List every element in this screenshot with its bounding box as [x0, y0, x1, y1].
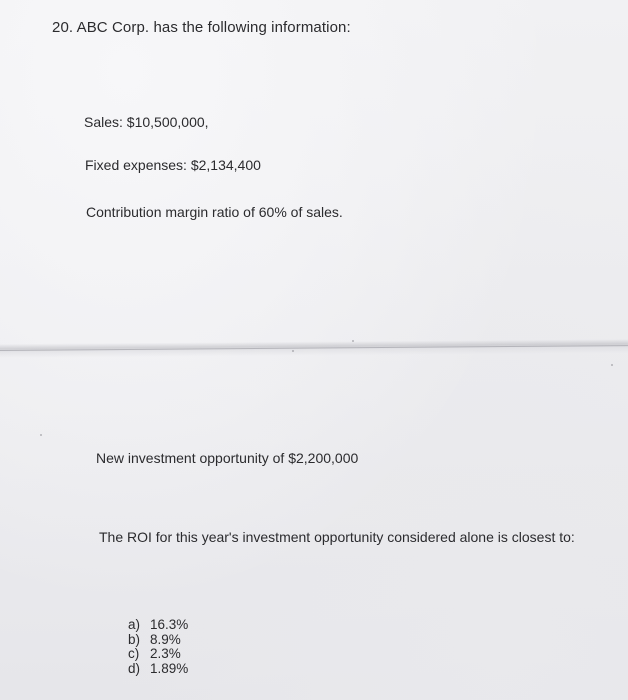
- investment-opportunity: New investment opportunity of $2,200,000: [96, 450, 359, 466]
- sales-info: Sales: $10,500,000,: [84, 114, 209, 130]
- paper-speck: [40, 434, 42, 436]
- option-letter: b): [128, 631, 141, 647]
- option-letter: a): [128, 617, 141, 632]
- question-title: 20. ABC Corp. has the following information:: [52, 19, 351, 36]
- answer-option-c[interactable]: [128, 647, 188, 662]
- fixed-expenses-info: Fixed expenses: $2,134,400: [85, 157, 261, 173]
- roi-question: The ROI for this year's investment opportunity considered alone is closest to:: [99, 529, 575, 545]
- answer-option-d[interactable]: [128, 662, 188, 677]
- option-letter: d): [128, 660, 141, 676]
- option-value: 2.3%: [150, 646, 181, 661]
- option-value: 1.89%: [150, 660, 189, 676]
- paper-speck: [292, 350, 294, 352]
- option-value: 16.3%: [150, 617, 189, 632]
- answer-options: [128, 618, 188, 676]
- paper-speck: [352, 340, 354, 342]
- paper-speck: [611, 364, 613, 366]
- contribution-margin-info: Contribution margin ratio of 60% of sales.: [86, 204, 343, 220]
- answer-option-a[interactable]: [128, 618, 188, 633]
- option-letter: c): [128, 646, 140, 661]
- answer-option-b[interactable]: [128, 633, 188, 648]
- option-value: 8.9%: [150, 631, 181, 647]
